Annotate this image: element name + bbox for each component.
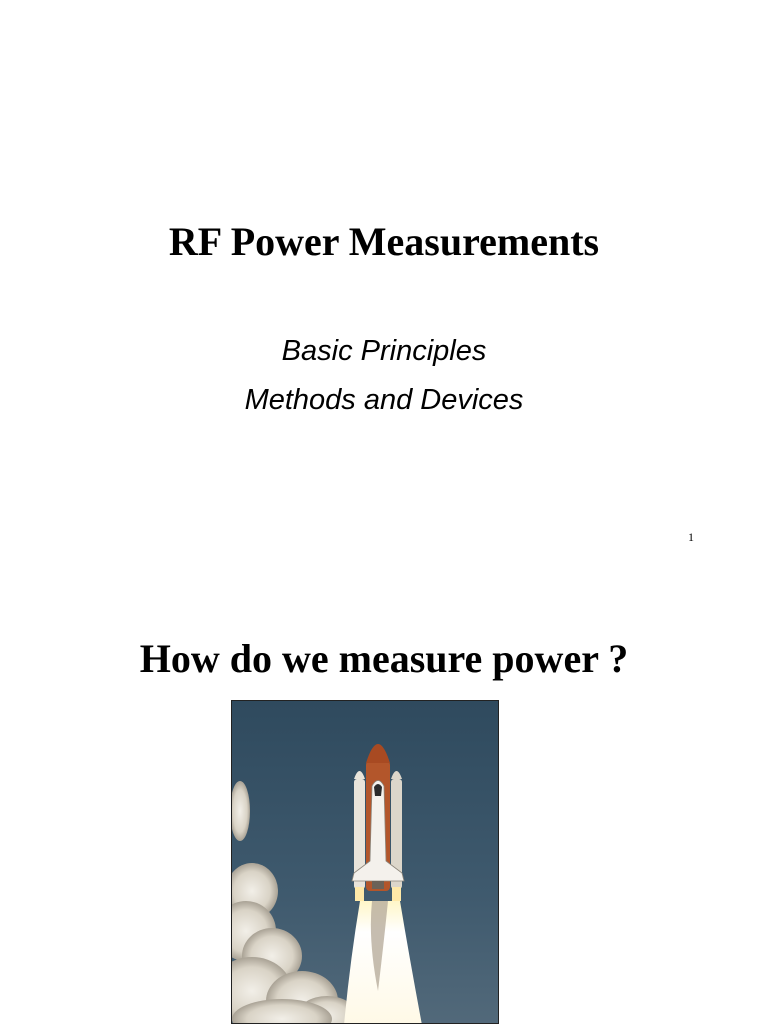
rocket-icon (232, 701, 499, 1024)
page-number: 1 (688, 530, 694, 544)
subtitle-basic-principles: Basic Principles (281, 335, 487, 367)
shuttle-launch-image (231, 700, 499, 1024)
subtitle-methods-devices: Methods and Devices (244, 384, 524, 416)
slide-heading: How do we measure power ? (139, 636, 629, 681)
slide-title: RF Power Measurements (168, 219, 600, 264)
